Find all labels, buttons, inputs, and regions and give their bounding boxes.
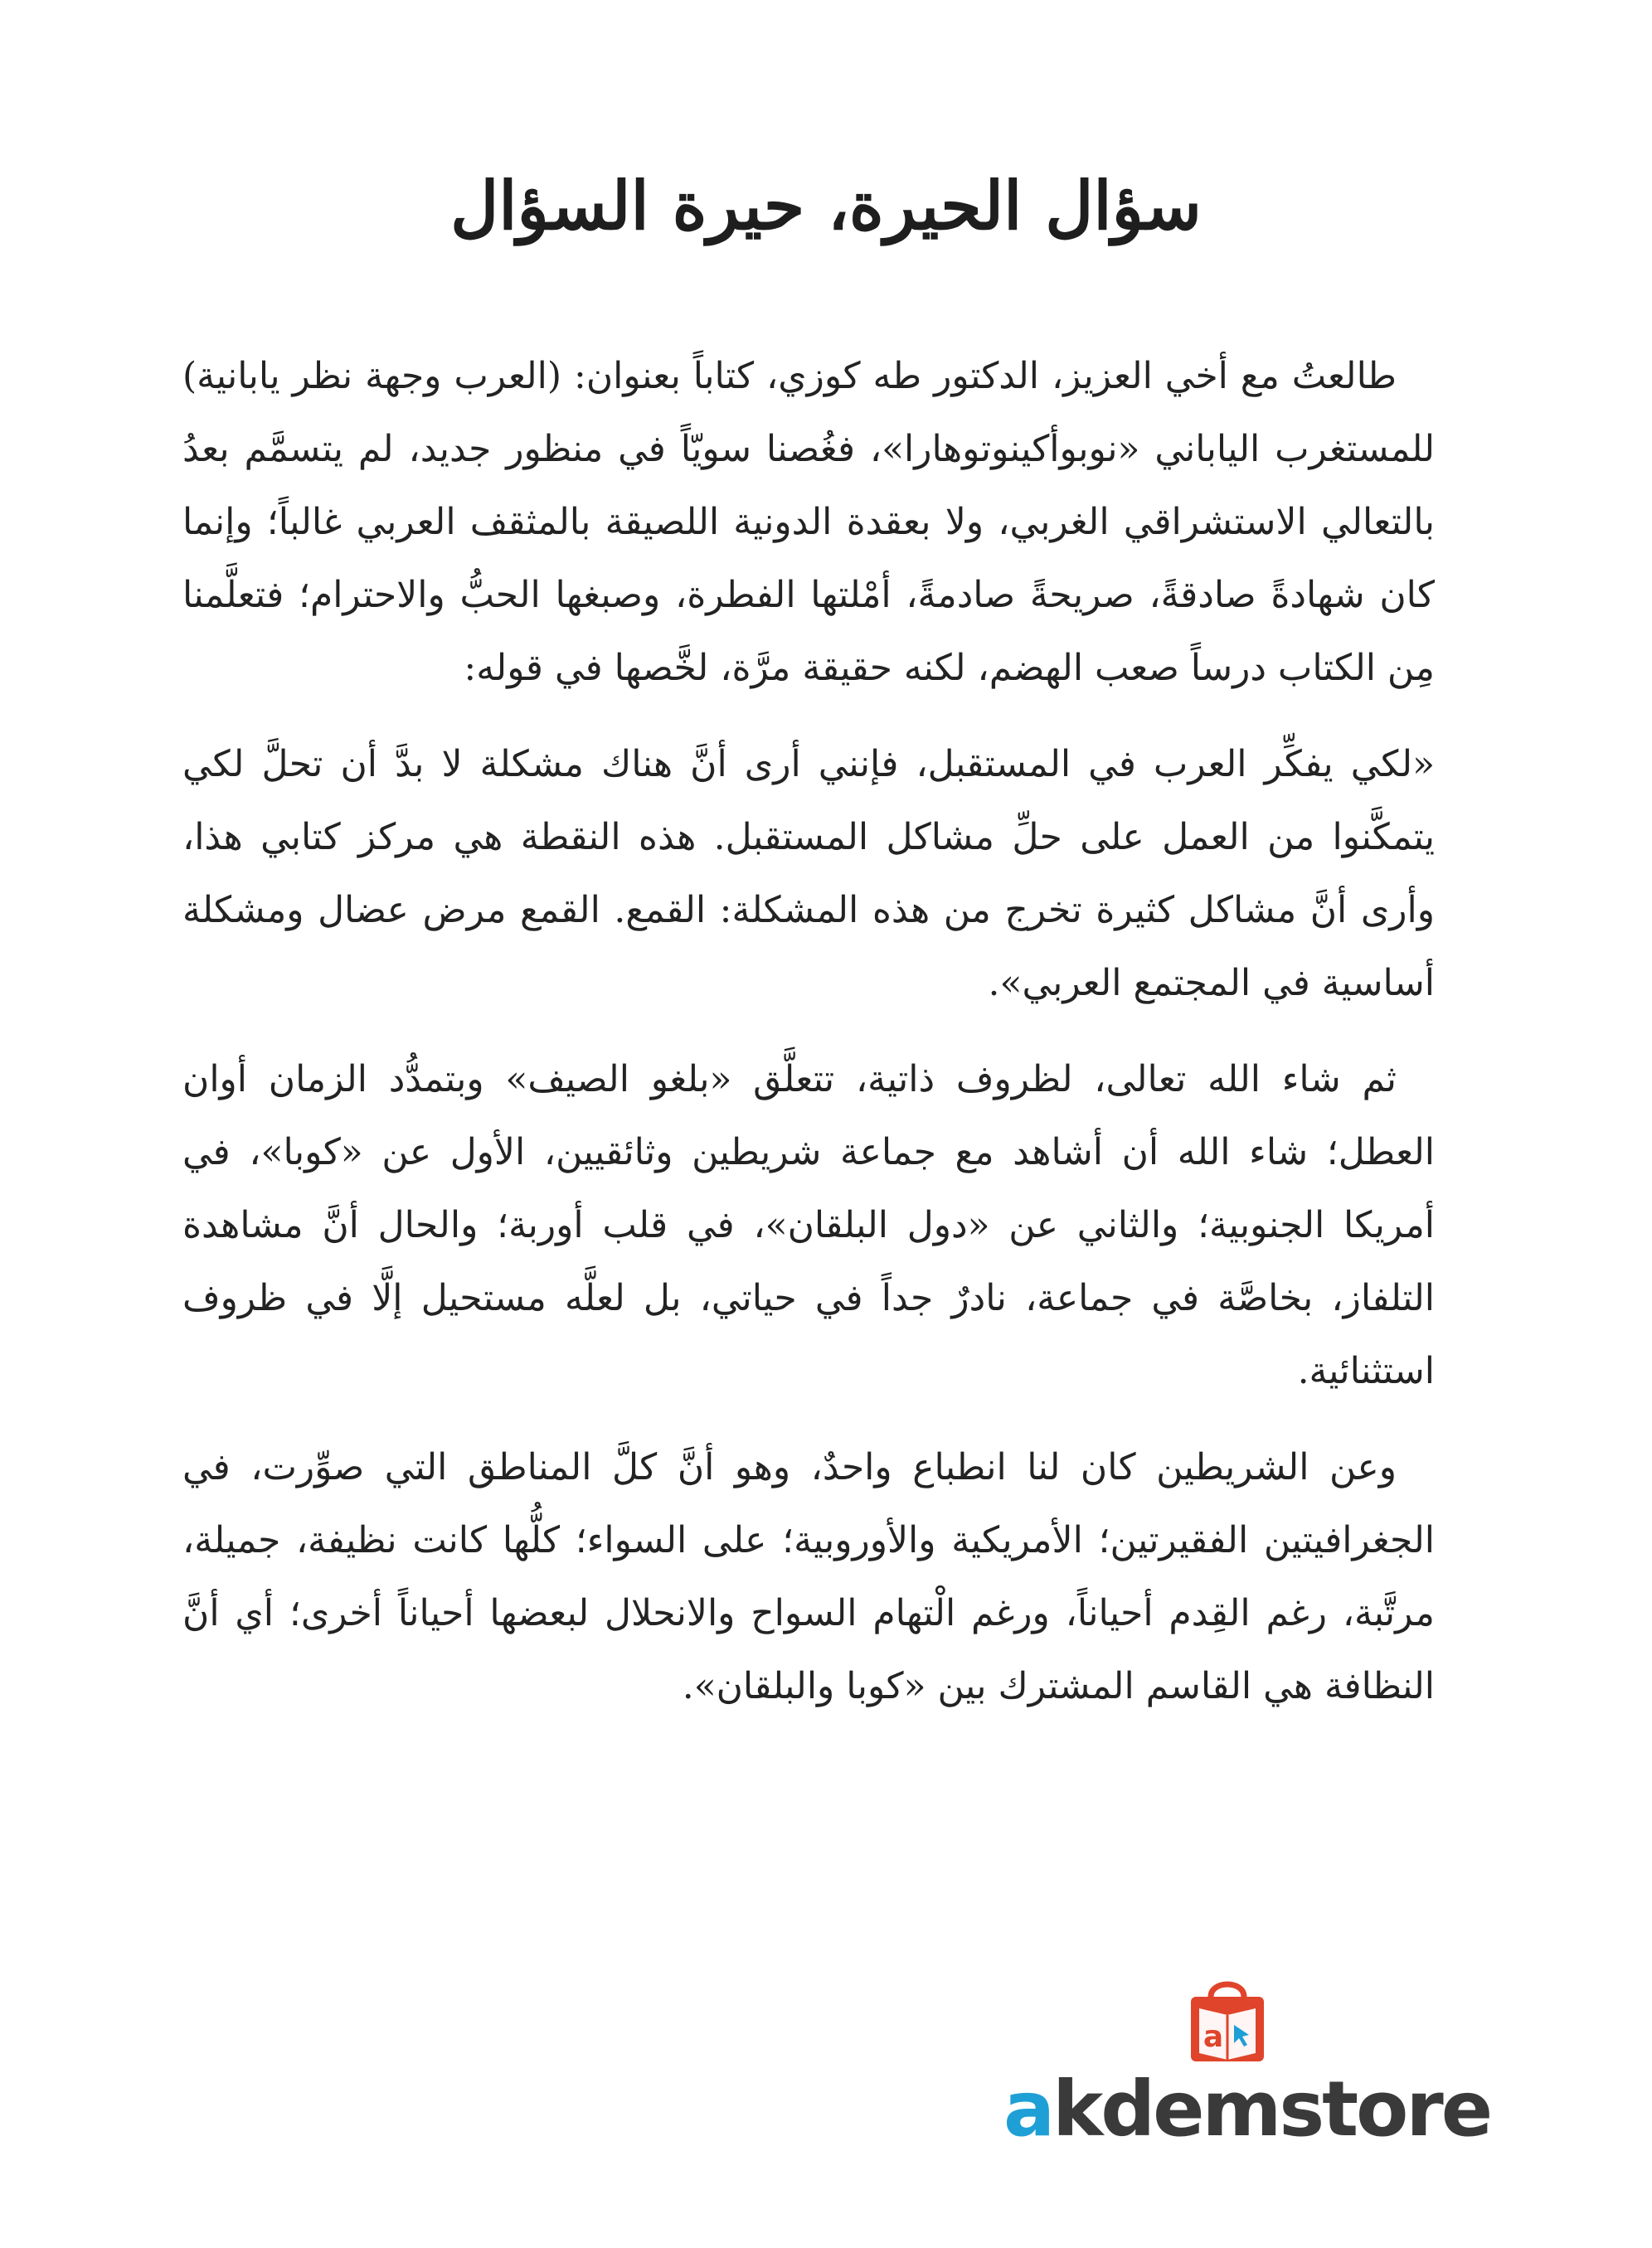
paragraph-3: ثم شاء الله تعالى، لظروف ذاتية، تتعلَّق «بلغو الصيف» وبتمدُّد الزمان أوان العطل؛ شاء الله أن أشاهد مع جماعة شريطين وثائقيين، الأول عن «كوبا»، في أمريكا الجنوبية؛ والثاني عن «دول البلقان»، في قلب أوربة؛ والحال أنَّ مشاهدة التلفاز، بخاصَّة في جماعة، نادرٌ جداً في حياتي، بل لعلَّه مستحيل إلَّا في ظروف استثنائية.	[182, 1058, 1435, 1392]
book-bag-icon	[1186, 1974, 1269, 2065]
paragraph-1: طالعتُ مع أخي العزيز، الدكتور طه كوزي، كتاباً بعنوان: (العرب وجهة نظر يابانية) للمستغرب الياباني «نوبوأكينوتوهارا»، فغُصنا سويّاً في منظور جديد، لم يتسمَّم بعدُ بالتعالي الاستشراقي الغربي، ولا بعقدة الدونية اللصيقة بالمثقف العربي غالباً؛ وإنما كان شهادةً صادقةً، صريحةً صادمةً، أمْلتها الفطرة، وصبغها الحبُّ والاحترام؛ فتعلَّمنا مِن الكتاب درساً صعب الهضم، لكنه حقيقة مرَّة، لخَّصها في قوله:	[182, 355, 1435, 689]
logo-wordmark	[1003, 2065, 1491, 2153]
body-text	[182, 340, 1435, 1746]
logo-accent-letter: a	[1003, 2065, 1053, 2153]
akdemstore-logo	[1003, 1974, 1491, 2164]
page-title: سؤال الحيرة، حيرة السؤال	[450, 167, 1202, 245]
logo-wordmark-rest: kdemstore	[1052, 2065, 1491, 2153]
paragraph-quote: «لكي يفكِّر العرب في المستقبل، فإنني أرى أنَّ هناك مشكلة لا بدَّ أن تحلَّ لكي يتمكَّنوا من العمل على حلِّ مشاكل المستقبل. هذه النقطة هي مركز كتابي هذا، وأرى أنَّ مشاكل كثيرة تخرج من هذه المشكلة: القمع. القمع مرض عضال ومشكلة أساسية في المجتمع العربي».	[182, 743, 1435, 1004]
logo-icon-letter: a	[1203, 2020, 1224, 2054]
paragraph-4: وعن الشريطين كان لنا انطباع واحدٌ، وهو أنَّ كلَّ المناطق التي صوِّرت، في الجغرافيتين الفقيرتين؛ الأمريكية والأوروبية؛ على السواء؛ كلُّها كانت نظيفة، جميلة، مرتَّبة، رغم القِدم أحياناً، ورغم الْتهام السواح والانحلال لبعضها أحياناً أخرى؛ أي أنَّ النظافة هي القاسم المشترك بين «كوبا والبلقان».	[182, 1446, 1436, 1707]
